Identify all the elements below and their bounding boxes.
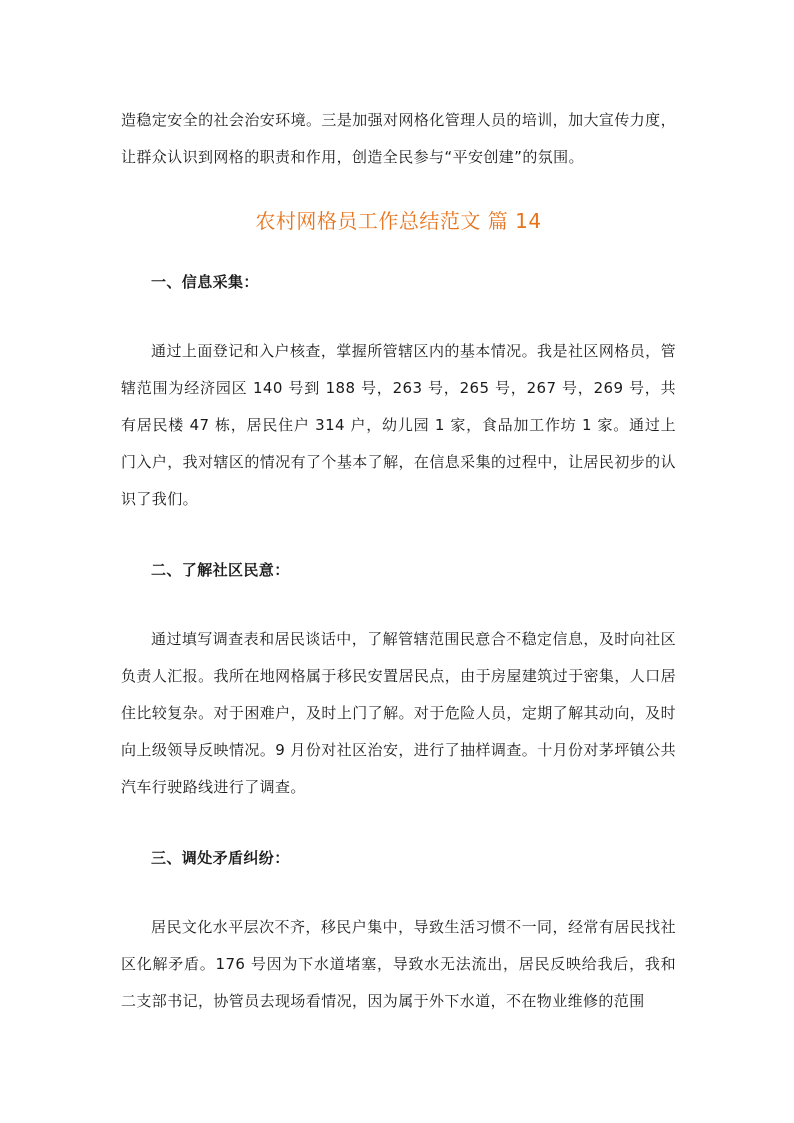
intro-paragraph: 造稳定安全的社会治安环境。三是加强对网格化管理人员的培训，加大宣传力度，让群众认识到网格的职责和作用，创造全民参与“平安创建”的氛围。	[121, 111, 676, 166]
section-heading-info-collection: 一、信息采集：	[151, 273, 259, 291]
section-paragraph-info-collection: 通过上面登记和入户核查，掌握所管辖区内的基本情况。我是社区网格员，管辖范围为经济园区 140 号到 188 号，263 号，265 号，267 号，269 号，共有居民楼 47 栋，居民住户 314 户，幼儿园 1 家，食品加工作坊 1 家。通过上门入户，我对辖区的情况有了个基本了解，在信息采集的过程中，让居民初步的认识了我们。	[121, 342, 676, 508]
section-heading-dispute-mediation: 三、调处矛盾纠纷：	[151, 849, 290, 867]
document-body	[121, 102, 676, 1020]
section-heading-community-opinion: 二、了解社区民意：	[151, 561, 290, 579]
document-title: 农村网格员工作总结范文 篇 14	[255, 209, 542, 233]
section-paragraph-dispute-mediation: 居民文化水平层次不齐，移民户集中，导致生活习惯不一同，经常有居民找社区化解矛盾。176 号因为下水道堵塞，导致水无法流出，居民反映给我后，我和二支部书记，协管员去现场看情况，因为属于外下水道，不在物业维修的范围	[121, 918, 676, 1010]
section-paragraph-community-opinion: 通过填写调查表和居民谈话中，了解管辖范围民意合不稳定信息，及时向社区负责人汇报。我所在地网格属于移民安置居民点，由于房屋建筑过于密集，人口居住比较复杂。对于困难户，及时上门了解。对于危险人员，定期了解其动向，及时向上级领导反映情况。9 月份对社区治安，进行了抽样调查。十月份对茅坪镇公共汽车行驶路线进行了调查。	[121, 630, 676, 796]
